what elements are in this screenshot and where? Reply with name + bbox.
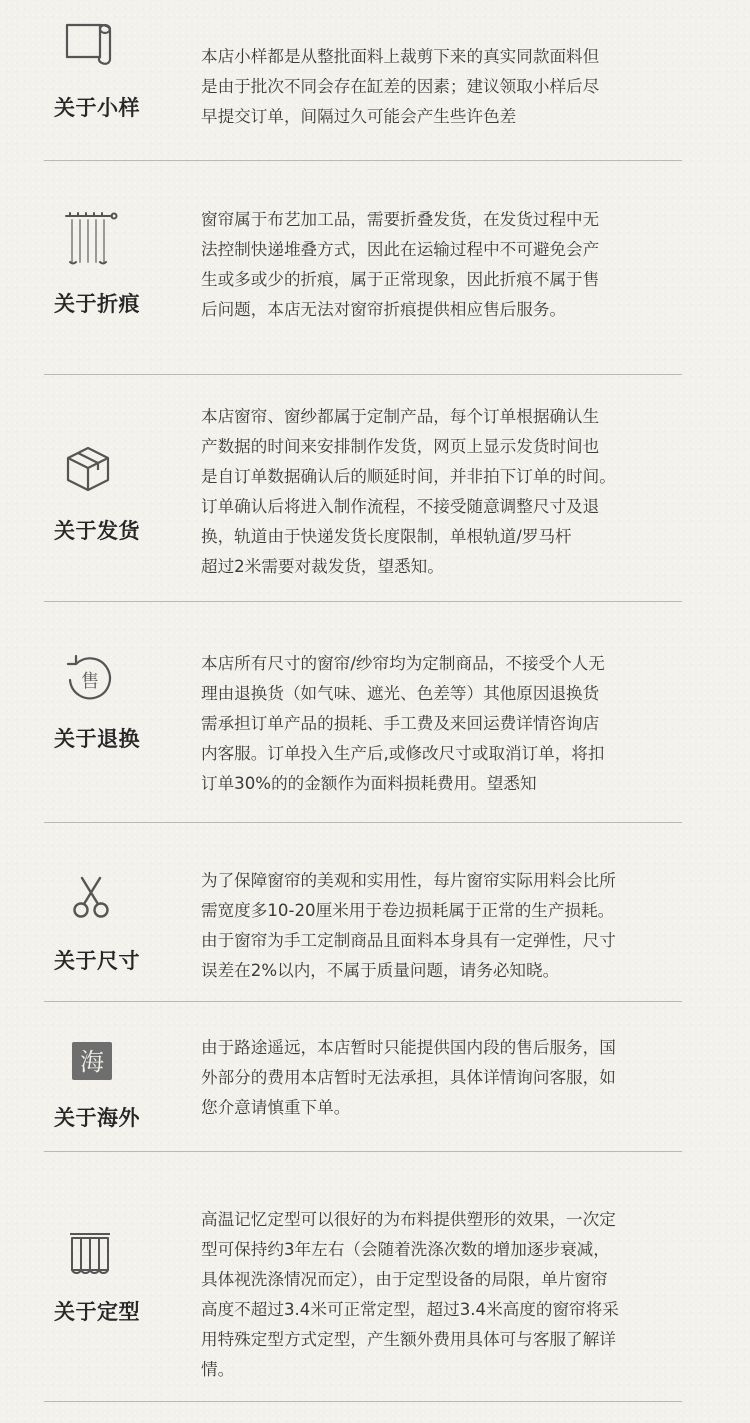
text-line: 早提交订单，间隔过久可能会产生些许色差 (201, 107, 517, 126)
text-line: 误差在2%以内，不属于质量问题，请务必知晓。 (201, 961, 560, 980)
section-text (201, 866, 701, 986)
section-title: 关于折痕 (54, 292, 140, 316)
text-line: 高温记忆定型可以很好的为布料提供塑形的效果，一次定 (201, 1210, 616, 1229)
after-sale-icon (62, 652, 118, 708)
text-line: 换，轨道由于快递发货长度限制，单根轨道/罗马杆 (201, 527, 572, 546)
text-line: 具体视洗涤情况而定），由于定型设备的局限，单片窗帘 (201, 1270, 608, 1289)
text-line: 为了保障窗帘的美观和实用性，每片窗帘实际用料会比所 (201, 871, 616, 890)
section-text (201, 205, 701, 325)
text-line: 法控制快递堆叠方式，因此在运输过程中不可避免会产 (201, 240, 600, 259)
text-line: 窗帘属于布艺加工品，需要折叠发货，在发货过程中无 (201, 210, 600, 229)
text-line: 超过2米需要对裁发货，望悉知。 (201, 557, 444, 576)
fabric-roll-icon (62, 17, 118, 73)
text-line: 本店窗帘、窗纱都属于定制产品，每个订单根据确认生 (201, 407, 600, 426)
curtain-icon (62, 210, 118, 266)
section-title: 关于尺寸 (54, 949, 140, 973)
divider (44, 374, 682, 375)
text-line: 本店小样都是从整批面料上裁剪下来的真实同款面料但 (201, 47, 600, 66)
text-line: 内客服。订单投入生产后,或修改尺寸或取消订单，将扣 (201, 744, 605, 763)
text-line: 本店所有尺寸的窗帘/纱帘均为定制商品，不接受个人无 (201, 654, 605, 673)
section-text (201, 42, 701, 132)
section-title: 关于定型 (54, 1300, 140, 1324)
text-line: 是由于批次不同会存在缸差的因素；建议领取小样后尽 (201, 77, 600, 96)
overseas-icon-char: 海 (80, 1048, 104, 1076)
text-line: 情。 (201, 1360, 235, 1379)
shaping-icon (62, 1228, 118, 1284)
divider (44, 601, 682, 602)
section-text (201, 1033, 701, 1123)
text-line: 是自订单数据确认后的顺延时间，并非拍下订单的时间。 (201, 467, 616, 486)
divider (44, 822, 682, 823)
text-line: 后问题，本店无法对窗帘折痕提供相应售后服务。 (201, 300, 567, 319)
text-line: 高度不超过3.4米可正常定型，超过3.4米高度的窗帘将采 (201, 1300, 619, 1319)
section-title: 关于小样 (54, 96, 140, 120)
text-line: 理由退换货（如气味、遮光、色差等）其他原因退换货 (201, 684, 600, 703)
text-line: 型可保持约3年左右（会随着洗涤次数的增加逐步衰减， (201, 1240, 610, 1259)
overseas-icon (62, 1033, 118, 1089)
package-icon (62, 442, 118, 498)
text-line: 由于窗帘为手工定制商品且面料本身具有一定弹性，尺寸 (201, 931, 616, 950)
section-title: 关于发货 (54, 519, 140, 543)
section-title: 关于海外 (54, 1106, 140, 1130)
text-line: 您介意请慎重下单。 (201, 1098, 351, 1117)
section-text (201, 402, 701, 582)
scissors-icon (62, 868, 118, 924)
text-line: 产数据的时间来安排制作发货，网页上显示发货时间也 (201, 437, 600, 456)
after-sale-icon-char: 售 (81, 671, 99, 692)
section-text (201, 649, 701, 799)
text-line: 订单确认后将进入制作流程，不接受随意调整尺寸及退 (201, 497, 600, 516)
text-line: 用特殊定型方式定型，产生额外费用具体可与客服了解详 (201, 1330, 616, 1349)
text-line: 需宽度多10-20厘米用于卷边损耗属于正常的生产损耗。 (201, 901, 615, 920)
text-line: 外部分的费用本店暂时无法承担，具体详情询问客服，如 (201, 1068, 616, 1087)
text-line: 订单30%的的金额作为面料损耗费用。望悉知 (201, 774, 537, 793)
divider (44, 1151, 682, 1152)
divider (44, 1401, 682, 1402)
text-line: 生或多或少的折痕，属于正常现象，因此折痕不属于售 (201, 270, 600, 289)
text-line: 由于路途遥远，本店暂时只能提供国内段的售后服务，国 (201, 1038, 616, 1057)
divider (44, 160, 682, 161)
section-text (201, 1205, 701, 1385)
section-title: 关于退换 (54, 727, 140, 751)
divider (44, 1001, 682, 1002)
text-line: 需承担订单产品的损耗、手工费及来回运费详情咨询店 (201, 714, 600, 733)
